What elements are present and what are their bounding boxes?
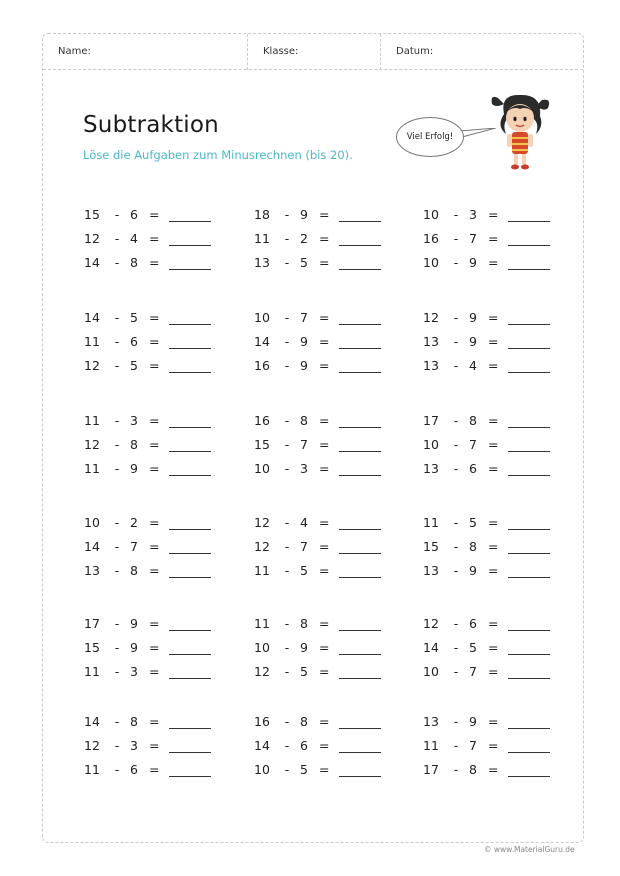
subtrahend: 6 — [469, 616, 477, 631]
subtrahend: 2 — [130, 515, 138, 530]
answer-blank[interactable] — [339, 269, 381, 270]
minus-sign: - — [284, 515, 290, 530]
equals-sign: = — [319, 515, 330, 530]
subtrahend: 5 — [130, 310, 138, 325]
equals-sign: = — [319, 616, 330, 631]
equals-sign: = — [319, 310, 330, 325]
answer-blank[interactable] — [508, 630, 550, 631]
equals-sign: = — [149, 539, 160, 554]
equals-sign: = — [319, 762, 330, 777]
answer-blank[interactable] — [169, 372, 211, 373]
minuend: 10 — [254, 310, 270, 325]
minus-sign: - — [114, 762, 120, 777]
answer-blank[interactable] — [339, 221, 381, 222]
subtrahend: 3 — [130, 664, 138, 679]
equals-sign: = — [149, 358, 160, 373]
subtrahend: 8 — [300, 413, 308, 428]
subtrahend: 8 — [130, 563, 138, 578]
date-label: Datum: — [396, 46, 434, 57]
equals-sign: = — [319, 461, 330, 476]
equals-sign: = — [149, 461, 160, 476]
equals-sign: = — [319, 231, 330, 246]
equals-sign: = — [319, 640, 330, 655]
subtrahend: 9 — [130, 461, 138, 476]
minus-sign: - — [114, 358, 120, 373]
answer-blank[interactable] — [339, 451, 381, 452]
minuend: 13 — [254, 255, 270, 270]
subtrahend: 5 — [300, 255, 308, 270]
minuend: 10 — [254, 461, 270, 476]
minus-sign: - — [284, 714, 290, 729]
answer-blank[interactable] — [508, 475, 550, 476]
minus-sign: - — [284, 539, 290, 554]
minus-sign: - — [284, 413, 290, 428]
subtrahend: 9 — [469, 310, 477, 325]
minuend: 14 — [84, 310, 100, 325]
answer-blank[interactable] — [339, 372, 381, 373]
answer-blank[interactable] — [169, 752, 211, 753]
minuend: 12 — [84, 231, 100, 246]
equals-sign: = — [319, 738, 330, 753]
minuend: 12 — [423, 310, 439, 325]
minus-sign: - — [114, 310, 120, 325]
minuend: 15 — [254, 437, 270, 452]
minus-sign: - — [453, 358, 459, 373]
answer-blank[interactable] — [169, 427, 211, 428]
minus-sign: - — [453, 563, 459, 578]
subtrahend: 5 — [300, 664, 308, 679]
equals-sign: = — [149, 762, 160, 777]
minus-sign: - — [284, 563, 290, 578]
minuend: 17 — [423, 762, 439, 777]
equals-sign: = — [319, 437, 330, 452]
subtrahend: 5 — [300, 762, 308, 777]
equals-sign: = — [488, 413, 499, 428]
minus-sign: - — [114, 413, 120, 428]
answer-blank[interactable] — [508, 221, 550, 222]
subtrahend: 3 — [130, 413, 138, 428]
equals-sign: = — [149, 738, 160, 753]
answer-blank[interactable] — [508, 776, 550, 777]
minus-sign: - — [284, 664, 290, 679]
answer-blank[interactable] — [339, 577, 381, 578]
minuend: 11 — [254, 616, 270, 631]
answer-blank[interactable] — [169, 221, 211, 222]
answer-blank[interactable] — [339, 776, 381, 777]
name-label: Name: — [58, 46, 91, 57]
equals-sign: = — [319, 664, 330, 679]
subtrahend: 7 — [300, 310, 308, 325]
subtrahend: 4 — [300, 515, 308, 530]
copyright-footer: © www.MaterialGuru.de — [484, 845, 575, 854]
bubble-text: Viel Erfolg! — [406, 132, 454, 142]
subtrahend: 8 — [469, 762, 477, 777]
answer-blank[interactable] — [169, 553, 211, 554]
minuend: 11 — [84, 334, 100, 349]
minus-sign: - — [114, 255, 120, 270]
minus-sign: - — [114, 738, 120, 753]
equals-sign: = — [488, 310, 499, 325]
answer-blank[interactable] — [508, 577, 550, 578]
answer-blank[interactable] — [169, 654, 211, 655]
minus-sign: - — [284, 255, 290, 270]
equals-sign: = — [488, 231, 499, 246]
subtrahend: 9 — [130, 616, 138, 631]
equals-sign: = — [488, 358, 499, 373]
equals-sign: = — [488, 738, 499, 753]
minuend: 17 — [423, 413, 439, 428]
minuend: 12 — [84, 358, 100, 373]
minuend: 10 — [423, 664, 439, 679]
minus-sign: - — [453, 714, 459, 729]
minus-sign: - — [114, 539, 120, 554]
subtrahend: 3 — [130, 738, 138, 753]
answer-blank[interactable] — [169, 728, 211, 729]
answer-blank[interactable] — [169, 324, 211, 325]
answer-blank[interactable] — [508, 678, 550, 679]
answer-blank[interactable] — [169, 475, 211, 476]
equals-sign: = — [149, 231, 160, 246]
minus-sign: - — [453, 255, 459, 270]
minus-sign: - — [114, 640, 120, 655]
subtrahend: 3 — [469, 207, 477, 222]
subtrahend: 9 — [469, 563, 477, 578]
subtrahend: 9 — [469, 255, 477, 270]
equals-sign: = — [488, 640, 499, 655]
minus-sign: - — [453, 664, 459, 679]
answer-blank[interactable] — [169, 245, 211, 246]
subtrahend: 7 — [300, 437, 308, 452]
equals-sign: = — [319, 255, 330, 270]
equals-sign: = — [149, 714, 160, 729]
subtrahend: 2 — [300, 231, 308, 246]
subtrahend: 5 — [130, 358, 138, 373]
minuend: 15 — [84, 207, 100, 222]
minuend: 13 — [423, 563, 439, 578]
answer-blank[interactable] — [169, 529, 211, 530]
minuend: 13 — [423, 461, 439, 476]
minus-sign: - — [453, 207, 459, 222]
answer-blank[interactable] — [339, 678, 381, 679]
subtrahend: 7 — [469, 231, 477, 246]
equals-sign: = — [319, 358, 330, 373]
subtrahend: 8 — [469, 539, 477, 554]
subtrahend: 6 — [130, 207, 138, 222]
minuend: 11 — [84, 762, 100, 777]
answer-blank[interactable] — [169, 630, 211, 631]
minuend: 15 — [423, 539, 439, 554]
page-subtitle: Löse die Aufgaben zum Minusrechnen (bis 20). — [83, 148, 353, 162]
equals-sign: = — [488, 334, 499, 349]
minuend: 14 — [84, 539, 100, 554]
minuend: 12 — [254, 515, 270, 530]
equals-sign: = — [149, 207, 160, 222]
equals-sign: = — [488, 563, 499, 578]
answer-blank[interactable] — [508, 348, 550, 349]
subtrahend: 4 — [469, 358, 477, 373]
minus-sign: - — [453, 413, 459, 428]
minus-sign: - — [453, 616, 459, 631]
minuend: 11 — [254, 563, 270, 578]
minuend: 16 — [254, 413, 270, 428]
answer-blank[interactable] — [339, 630, 381, 631]
minus-sign: - — [284, 616, 290, 631]
minuend: 13 — [423, 358, 439, 373]
equals-sign: = — [149, 413, 160, 428]
equals-sign: = — [149, 437, 160, 452]
equals-sign: = — [319, 714, 330, 729]
minus-sign: - — [284, 437, 290, 452]
equals-sign: = — [319, 413, 330, 428]
minus-sign: - — [284, 461, 290, 476]
minuend: 11 — [423, 515, 439, 530]
minus-sign: - — [114, 461, 120, 476]
minus-sign: - — [453, 437, 459, 452]
equals-sign: = — [149, 563, 160, 578]
equals-sign: = — [319, 563, 330, 578]
minus-sign: - — [453, 310, 459, 325]
subtrahend: 7 — [469, 738, 477, 753]
equals-sign: = — [149, 255, 160, 270]
equals-sign: = — [488, 616, 499, 631]
subtrahend: 5 — [300, 563, 308, 578]
minus-sign: - — [114, 664, 120, 679]
minuend: 10 — [254, 640, 270, 655]
answer-blank[interactable] — [339, 245, 381, 246]
answer-blank[interactable] — [169, 348, 211, 349]
equals-sign: = — [149, 334, 160, 349]
equals-sign: = — [488, 714, 499, 729]
answer-blank[interactable] — [339, 348, 381, 349]
page-title: Subtraktion — [83, 112, 219, 138]
minus-sign: - — [284, 310, 290, 325]
minus-sign: - — [114, 231, 120, 246]
minus-sign: - — [114, 207, 120, 222]
minus-sign: - — [284, 762, 290, 777]
subtrahend: 9 — [300, 334, 308, 349]
answer-blank[interactable] — [339, 529, 381, 530]
answer-blank[interactable] — [508, 553, 550, 554]
subtrahend: 6 — [300, 738, 308, 753]
subtrahend: 7 — [300, 539, 308, 554]
subtrahend: 8 — [300, 714, 308, 729]
subtrahend: 7 — [130, 539, 138, 554]
answer-blank[interactable] — [508, 752, 550, 753]
subtrahend: 8 — [130, 714, 138, 729]
minuend: 16 — [254, 358, 270, 373]
answer-blank[interactable] — [508, 654, 550, 655]
subtrahend: 4 — [130, 231, 138, 246]
minus-sign: - — [114, 563, 120, 578]
minus-sign: - — [453, 738, 459, 753]
minuend: 12 — [254, 664, 270, 679]
equals-sign: = — [488, 664, 499, 679]
equals-sign: = — [149, 664, 160, 679]
answer-blank[interactable] — [339, 728, 381, 729]
minuend: 10 — [84, 515, 100, 530]
equals-sign: = — [488, 437, 499, 452]
minus-sign: - — [453, 539, 459, 554]
subtrahend: 5 — [469, 515, 477, 530]
answer-blank[interactable] — [508, 324, 550, 325]
equals-sign: = — [149, 310, 160, 325]
minus-sign: - — [114, 616, 120, 631]
answer-blank[interactable] — [508, 427, 550, 428]
minuend: 10 — [423, 207, 439, 222]
minus-sign: - — [284, 231, 290, 246]
minus-sign: - — [114, 515, 120, 530]
minuend: 13 — [423, 334, 439, 349]
subtrahend: 8 — [130, 437, 138, 452]
minuend: 12 — [423, 616, 439, 631]
subtrahend: 7 — [469, 664, 477, 679]
minus-sign: - — [453, 762, 459, 777]
equals-sign: = — [488, 207, 499, 222]
class-field[interactable] — [248, 34, 381, 70]
subtrahend: 7 — [469, 437, 477, 452]
name-field[interactable] — [43, 34, 248, 70]
equals-sign: = — [488, 762, 499, 777]
minus-sign: - — [114, 334, 120, 349]
equals-sign: = — [319, 334, 330, 349]
equals-sign: = — [488, 515, 499, 530]
minus-sign: - — [453, 461, 459, 476]
answer-blank[interactable] — [508, 451, 550, 452]
minus-sign: - — [453, 334, 459, 349]
subtrahend: 6 — [469, 461, 477, 476]
minuend: 14 — [84, 714, 100, 729]
minus-sign: - — [284, 738, 290, 753]
minus-sign: - — [453, 515, 459, 530]
minuend: 13 — [84, 563, 100, 578]
date-field[interactable] — [381, 34, 585, 70]
equals-sign: = — [149, 515, 160, 530]
minuend: 10 — [254, 762, 270, 777]
minus-sign: - — [114, 714, 120, 729]
answer-blank[interactable] — [339, 752, 381, 753]
answer-blank[interactable] — [169, 269, 211, 270]
minus-sign: - — [284, 358, 290, 373]
header-row — [43, 34, 583, 70]
minus-sign: - — [284, 207, 290, 222]
answer-blank[interactable] — [169, 451, 211, 452]
subtrahend: 8 — [130, 255, 138, 270]
answer-blank[interactable] — [169, 776, 211, 777]
minuend: 15 — [84, 640, 100, 655]
subtrahend: 9 — [469, 334, 477, 349]
equals-sign: = — [319, 539, 330, 554]
minuend: 11 — [84, 461, 100, 476]
minuend: 14 — [84, 255, 100, 270]
speech-bubble — [396, 117, 464, 157]
minus-sign: - — [284, 334, 290, 349]
subtrahend: 3 — [300, 461, 308, 476]
minuend: 11 — [84, 413, 100, 428]
subtrahend: 6 — [130, 334, 138, 349]
minuend: 14 — [423, 640, 439, 655]
minuend: 11 — [423, 738, 439, 753]
minus-sign: - — [453, 640, 459, 655]
equals-sign: = — [488, 539, 499, 554]
answer-blank[interactable] — [339, 654, 381, 655]
minuend: 12 — [254, 539, 270, 554]
minuend: 14 — [254, 334, 270, 349]
minuend: 18 — [254, 207, 270, 222]
answer-blank[interactable] — [508, 269, 550, 270]
equals-sign: = — [488, 255, 499, 270]
minus-sign: - — [114, 437, 120, 452]
subtrahend: 9 — [300, 640, 308, 655]
minuend: 11 — [84, 664, 100, 679]
answer-blank[interactable] — [508, 728, 550, 729]
minuend: 10 — [423, 255, 439, 270]
subtrahend: 9 — [469, 714, 477, 729]
minuend: 14 — [254, 738, 270, 753]
answer-blank[interactable] — [339, 475, 381, 476]
answer-blank[interactable] — [508, 245, 550, 246]
answer-blank[interactable] — [508, 372, 550, 373]
minuend: 13 — [423, 714, 439, 729]
answer-blank[interactable] — [339, 553, 381, 554]
girl-illustration-icon — [490, 92, 550, 172]
subtrahend: 8 — [469, 413, 477, 428]
subtrahend: 9 — [300, 358, 308, 373]
minuend: 17 — [84, 616, 100, 631]
subtrahend: 8 — [300, 616, 308, 631]
equals-sign: = — [149, 640, 160, 655]
minuend: 16 — [423, 231, 439, 246]
equals-sign: = — [149, 616, 160, 631]
subtrahend: 5 — [469, 640, 477, 655]
subtrahend: 6 — [130, 762, 138, 777]
answer-blank[interactable] — [169, 577, 211, 578]
minuend: 16 — [254, 714, 270, 729]
minus-sign: - — [453, 231, 459, 246]
answer-blank[interactable] — [339, 427, 381, 428]
class-label: Klasse: — [263, 46, 299, 57]
answer-blank[interactable] — [508, 529, 550, 530]
subtrahend: 9 — [130, 640, 138, 655]
answer-blank[interactable] — [339, 324, 381, 325]
minuend: 10 — [423, 437, 439, 452]
equals-sign: = — [319, 207, 330, 222]
minus-sign: - — [284, 640, 290, 655]
equals-sign: = — [488, 461, 499, 476]
minuend: 12 — [84, 437, 100, 452]
minuend: 12 — [84, 738, 100, 753]
answer-blank[interactable] — [169, 678, 211, 679]
subtrahend: 9 — [300, 207, 308, 222]
minuend: 11 — [254, 231, 270, 246]
